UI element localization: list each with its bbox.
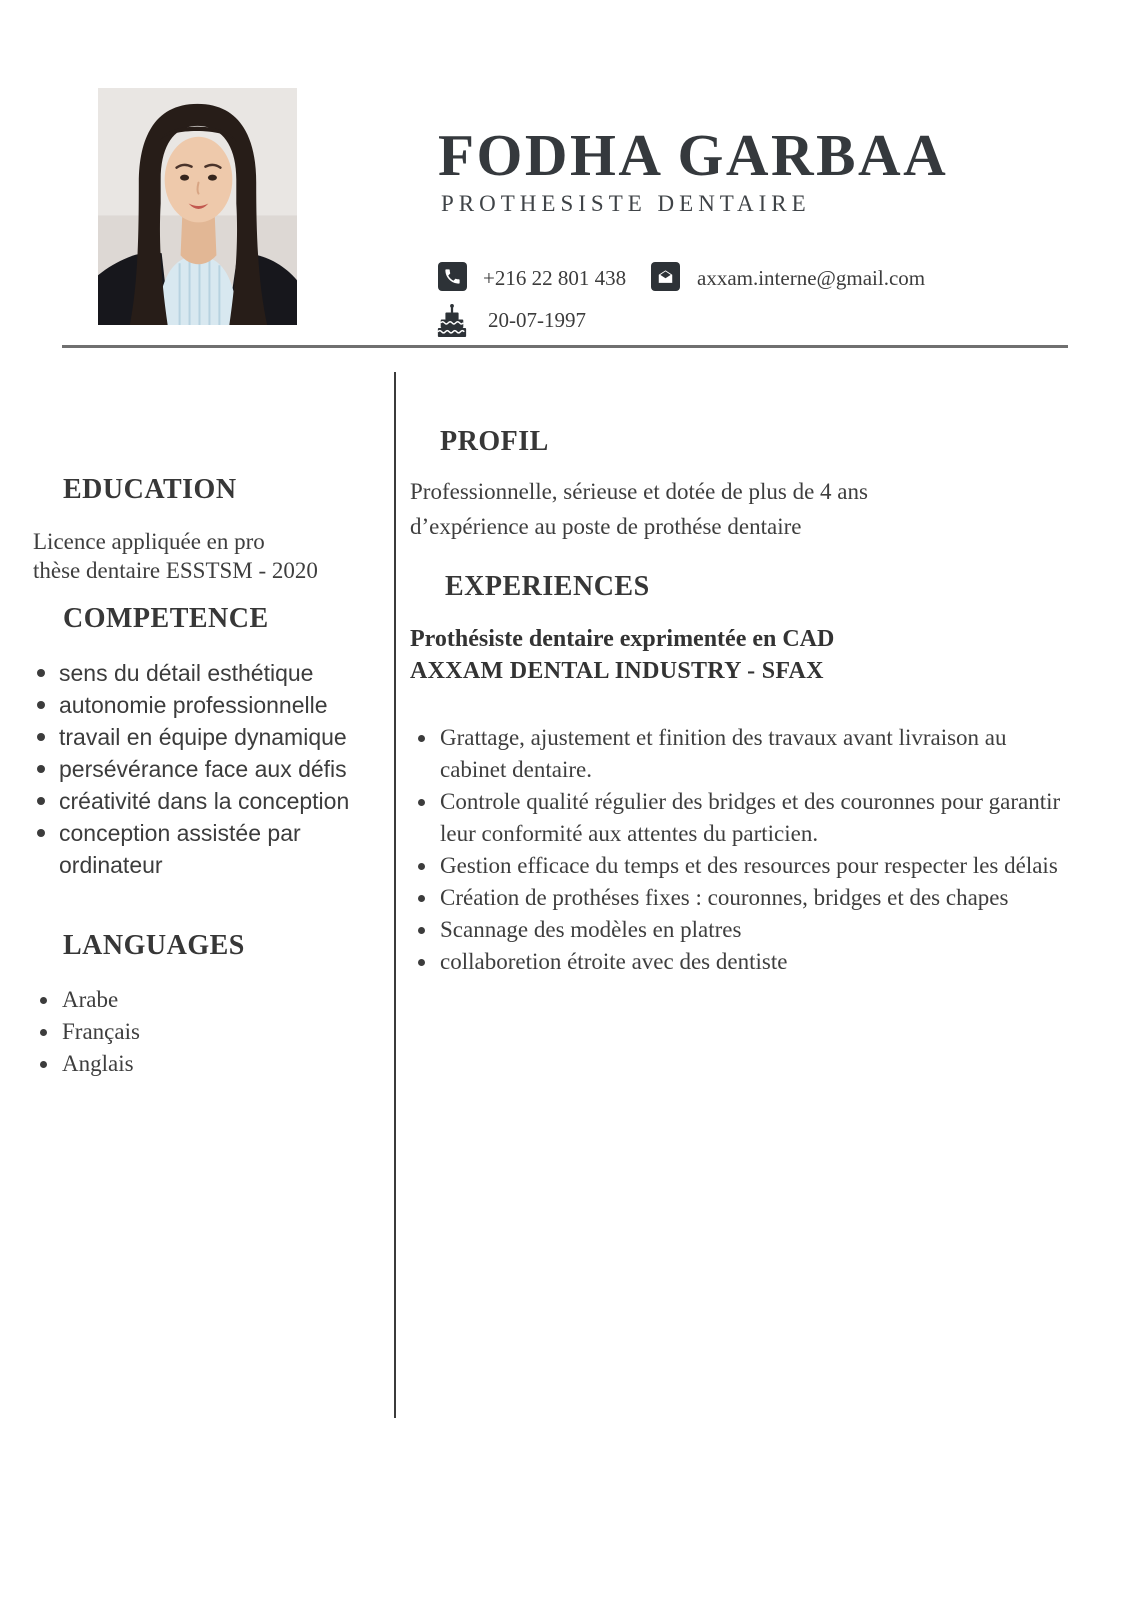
bullet-icon <box>40 997 47 1004</box>
email-address: axxam.interne@gmail.com <box>697 266 926 290</box>
language-item <box>36 984 366 1016</box>
competence-item-text: sens du détail esthétique <box>59 660 314 686</box>
competence-item-text: travail en équipe dynamique <box>59 724 347 750</box>
person-job-title: PROTHESISTE DENTAIRE <box>441 191 811 216</box>
birthdate: 20-07-1997 <box>488 308 586 332</box>
portrait-illustration <box>98 88 297 325</box>
bullet-icon <box>37 669 45 677</box>
languages-list <box>36 984 366 1080</box>
competence-item-text: autonomie professionnelle <box>59 692 328 718</box>
education-line: thèse dentaire ESSTSM - 2020 <box>33 558 318 583</box>
experience-item <box>414 722 1074 786</box>
experience-item-text: collaboretion étroite avec des dentiste <box>440 949 788 974</box>
education-text <box>33 527 388 585</box>
experience-item-text: Scannage des modèles en platres <box>440 917 742 942</box>
email-icon <box>651 262 680 291</box>
experience-item-text: Création de prothéses fixes : couronnes, bridges et des chapes <box>440 885 1009 910</box>
language-item-text: Arabe <box>62 987 119 1012</box>
experience-item <box>414 946 1074 978</box>
column-divider <box>394 372 396 1418</box>
experience-list <box>414 722 1074 978</box>
experiences-heading: EXPERIENCES <box>445 571 650 602</box>
competence-item <box>33 785 389 817</box>
bullet-icon <box>37 829 45 837</box>
experience-item <box>414 850 1074 882</box>
competence-item <box>33 817 389 881</box>
bullet-icon <box>40 1029 47 1036</box>
language-item <box>36 1016 366 1048</box>
phone-glyph <box>443 267 462 286</box>
education-line: Licence appliquée en pro <box>33 529 265 554</box>
bullet-icon <box>418 799 425 806</box>
bullet-icon <box>37 797 45 805</box>
experience-item <box>414 882 1074 914</box>
competence-item <box>33 689 389 721</box>
language-item-text: Français <box>62 1019 140 1044</box>
education-heading: EDUCATION <box>63 474 237 505</box>
experience-job-title: Prothésiste dentaire exprimentée en CAD <box>410 626 835 652</box>
bullet-icon <box>418 895 425 902</box>
profile-photo <box>98 88 297 325</box>
competence-item-text: créativité dans la conception <box>59 788 350 814</box>
experience-item-text: Controle qualité régulier des bridges et des couronnes pour garantir leur conformité aux attentes du particien. <box>440 789 1061 846</box>
envelope-glyph <box>656 267 675 286</box>
language-item <box>36 1048 366 1080</box>
bullet-icon <box>418 959 425 966</box>
birthday-cake-icon <box>436 303 468 337</box>
experience-item <box>414 914 1074 946</box>
competence-item-text: conception assistée par ordinateur <box>59 820 301 878</box>
experience-item <box>414 786 1074 850</box>
languages-heading: LANGUAGES <box>63 930 245 961</box>
bullet-icon <box>40 1061 47 1068</box>
bullet-icon <box>418 863 425 870</box>
experience-company: AXXAM DENTAL INDUSTRY - SFAX <box>410 658 824 684</box>
profil-heading: PROFIL <box>440 426 549 457</box>
language-item-text: Anglais <box>62 1051 134 1076</box>
phone-number: +216 22 801 438 <box>483 266 627 290</box>
competence-item <box>33 753 389 785</box>
person-name: FODHA GARBAA <box>438 122 949 188</box>
experience-item-text: Grattage, ajustement et finition des travaux avant livraison au cabinet dentaire. <box>440 725 1007 782</box>
cake-glyph <box>436 303 468 337</box>
competence-item-text: persévérance face aux défis <box>59 756 347 782</box>
competence-item <box>33 657 389 689</box>
bullet-icon <box>37 733 45 741</box>
competence-item <box>33 721 389 753</box>
competence-list <box>33 657 389 881</box>
profil-text: Professionnelle, sérieuse et dotée de plus de 4 ans d’expérience au poste de prothése dentaire <box>410 479 868 539</box>
bullet-icon <box>37 701 45 709</box>
competence-heading: COMPETENCE <box>63 603 269 634</box>
bullet-icon <box>418 927 425 934</box>
experience-item-text: Gestion efficace du temps et des resources pour respecter les délais <box>440 853 1058 878</box>
bullet-icon <box>37 765 45 773</box>
bullet-icon <box>418 735 425 742</box>
header-divider <box>62 345 1068 348</box>
phone-icon <box>438 262 467 291</box>
